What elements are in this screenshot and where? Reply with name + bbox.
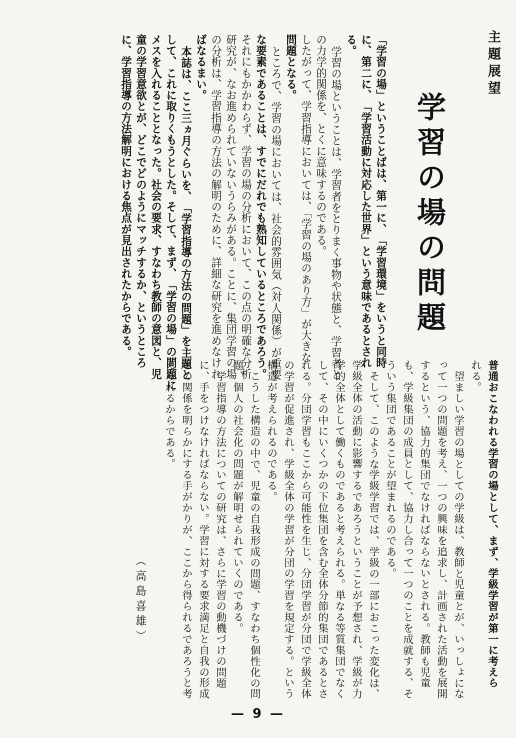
intro-line: 研究が、なお進められていないうらみがある。ことに、集団学習の場 xyxy=(225,34,237,380)
body-line: に、手をつけなければならない。学習に対する要求満足と自我の形成 xyxy=(197,360,209,700)
intro-line: な要素であることは、すでにだれでも熟知しているところであろう。 xyxy=(255,34,267,380)
body-columns xyxy=(120,360,500,700)
intro-line: に、学習指導の方法解明における焦点が見出されたからである。 xyxy=(120,34,132,358)
body-line: して、その中にいくつかの下位集団を含む全体分節的集団であるとさ xyxy=(316,360,328,700)
body-line: れる。分団学習もここから可能性を生じ、分団学習が分団で学級全体 xyxy=(299,360,311,700)
body-line: も、学級集団の成員として、協力し合って一つのことを成就する、そ xyxy=(401,360,413,700)
body-line: 学習指導の方法についての研究は、さらに学習の動機づけの問題 xyxy=(214,371,226,689)
intro-line: の分析は、学習指導の方法の解明のために、詳細な研究を進めなけれ xyxy=(210,34,222,380)
intro-line: して、これに取りくもうとした。そして、まず、「学習の場」の問題に xyxy=(165,34,177,391)
body-line: ういう集団であることが望まれるのである。 xyxy=(384,360,396,579)
intro-line: る。 xyxy=(345,34,357,57)
body-line: の学習が促進され、学級全体の学習が分団の学習を規定する。という xyxy=(282,360,294,700)
intro-line: の力学的関係を、とくに意味するのである。 xyxy=(315,34,327,257)
body-line: れる。 xyxy=(469,360,481,393)
author-byline: （高島喜雄） xyxy=(134,555,147,645)
body-line: そして、このような学級学習では、学級の一部におこった変化は、 xyxy=(367,371,379,700)
section-label: 主題展望 xyxy=(485,30,500,98)
intro-line: 本誌は、ここ三ヵ月ぐらいを、「学習指導の方法の問題」を主題と xyxy=(180,46,192,381)
body-line: 学的全体として働くものであると考えられる。単なる等質集団でなく xyxy=(333,360,345,700)
body-line: 題、個人の社会化の問題が解明せられていくのである。 xyxy=(231,360,243,634)
article-title: 学習の場の問題 xyxy=(413,92,447,337)
body-line: こうした構造の中で、児童の自我形成の問題、すなわち個性化の問 xyxy=(248,371,260,700)
body-line: 普通おこなわれる学習の場として、まず、学級学習が第一に考えら xyxy=(486,360,498,689)
intro-line: ところで、学習の場においては、社会的雰囲気（対人関係）が重要 xyxy=(270,46,282,381)
intro-line: 学習の場ということは、学習者をとりまく事物や状態と、学習者と xyxy=(330,46,342,381)
intro-line: 問題となる。 xyxy=(285,34,297,101)
intro-line: 「学習の場」ということばは、第一に、「学習環境」をいうと同時 xyxy=(375,34,387,369)
body-line: 構造が考えられるのである。 xyxy=(265,360,277,503)
intro-line: メスを入れることとなった。社会の要求、すなわち教師の意図と、児 xyxy=(150,34,162,380)
intro-line: したがって、学習指導においては、「学習の場のあり方」が大きな xyxy=(300,34,312,364)
body-line: との関係を明らかにする手がかりが、ここから得られるであろうと考 xyxy=(180,360,192,700)
intro-line: ばなるまい。 xyxy=(195,34,207,101)
intro-line: 童の学習意欲とが、どこでどのようにマッチするか、というところ xyxy=(135,34,147,369)
page-number: — 9 — xyxy=(230,707,286,722)
body-line: って一つの問題を考え、一つの興味を追求し、計画された活動を展開 xyxy=(435,360,447,700)
body-line: 望ましい学習の場としての学級は、教師と児童とが、いっしょにな xyxy=(452,371,464,700)
body-line: するという、協力的集団でなければならないとされる。教師も児童 xyxy=(418,360,430,689)
intro-columns xyxy=(120,34,390,391)
body-line: えられるからである。 xyxy=(163,360,175,470)
body-line: 学級全体の活動に影響するであろうということが予想され、学級が力 xyxy=(350,360,362,700)
intro-line: に、第二に、「学習活動に対応した世界」という意味であるとされ xyxy=(360,34,372,369)
intro-line: それにもかかわらず、学習の場の分析において、この点の明確な分析 xyxy=(240,34,252,380)
